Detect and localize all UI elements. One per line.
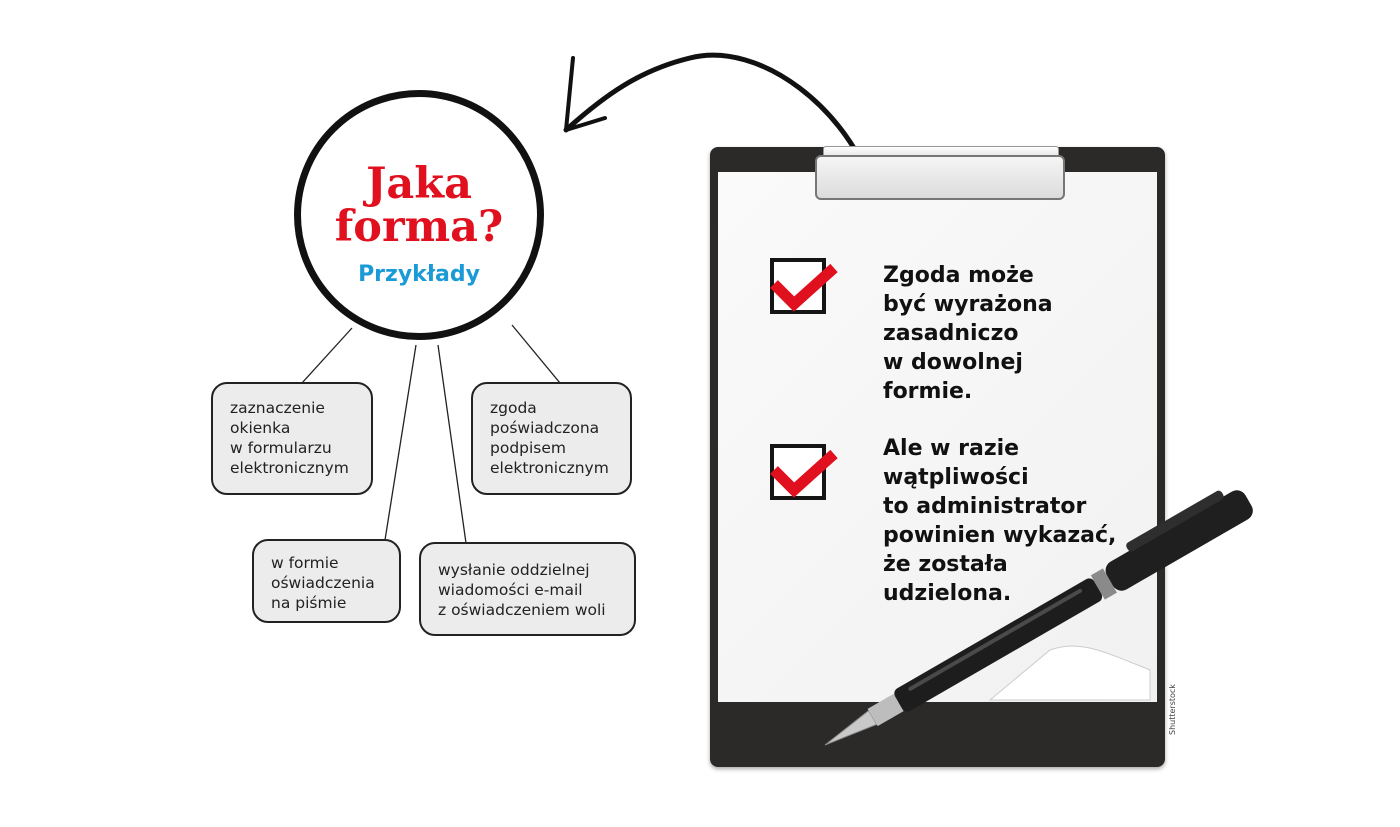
- example-text: elektronicznym: [230, 459, 349, 477]
- example-text: okienka: [230, 419, 291, 437]
- subtitle: Przykłady: [358, 262, 480, 287]
- example-text: zgoda: [490, 399, 537, 417]
- example-text: w formie: [271, 554, 339, 572]
- title-line-1: Jaka: [366, 159, 472, 209]
- photo-credit: Shutterstock: [1168, 684, 1177, 735]
- example-text: podpisem: [490, 439, 567, 457]
- example-text: elektronicznym: [490, 459, 609, 477]
- title-line-2: forma?: [334, 202, 504, 252]
- statement-text: zasadniczo: [883, 321, 1019, 346]
- statement-text: powinien wykazać,: [883, 523, 1117, 548]
- example-text: na piśmie: [271, 594, 347, 612]
- example-text: wysłanie oddzielnej: [438, 561, 590, 579]
- example-text: wiadomości e-mail: [438, 581, 583, 599]
- example-text: w formularzu: [230, 439, 332, 457]
- statement-text: być wyrażona: [883, 292, 1053, 317]
- statement-text: to administrator: [883, 494, 1087, 519]
- statement-text: Zgoda może: [883, 263, 1034, 288]
- statement-text: wątpliwości: [883, 465, 1029, 490]
- statement-text: Ale w razie: [883, 436, 1020, 461]
- example-text: z oświadczeniem woli: [438, 601, 606, 619]
- example-text: poświadczona: [490, 419, 600, 437]
- statement-text: w dowolnej: [883, 350, 1023, 375]
- statement-text: formie.: [883, 379, 973, 404]
- example-text: zaznaczenie: [230, 399, 325, 417]
- statement-text: udzielona.: [883, 581, 1012, 606]
- example-text: oświadczenia: [271, 574, 375, 592]
- statement-text: że została: [883, 552, 1008, 577]
